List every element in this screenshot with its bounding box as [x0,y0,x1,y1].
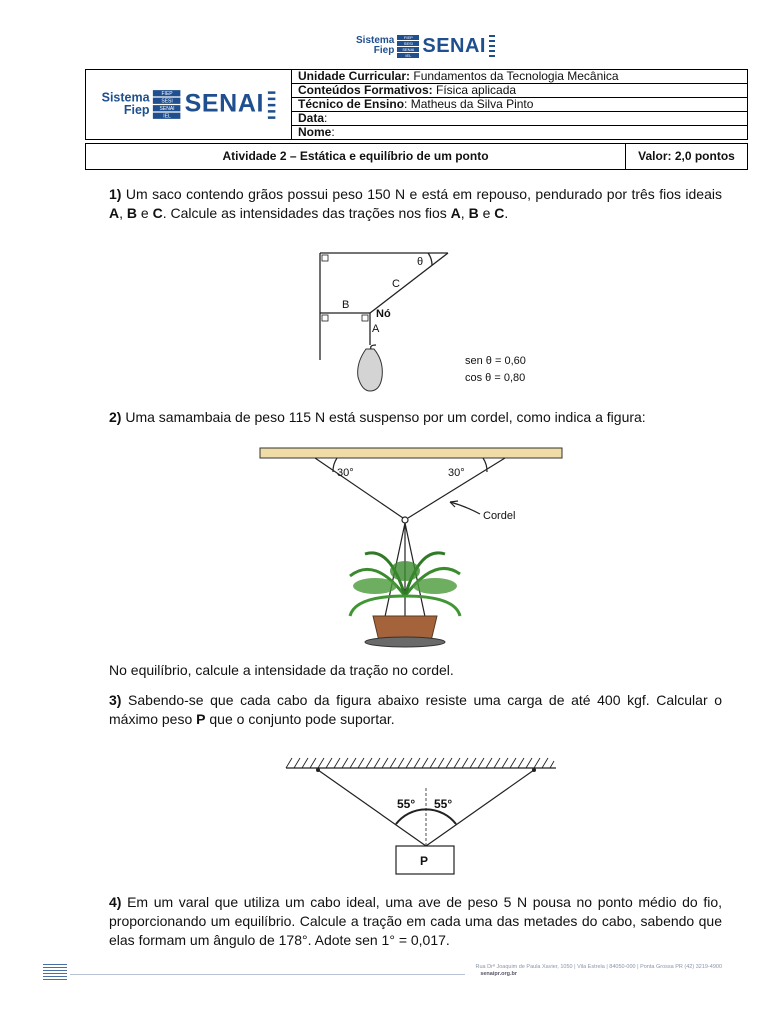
fig-q3-label-p: P [420,854,429,868]
fig-q1-label-c: C [392,278,400,290]
header-logo-cell [86,70,292,140]
bag-icon [358,349,383,391]
fig-q2-angle-left: 30° [337,467,354,479]
activity-value: Valor: 2,0 pontos [638,149,735,163]
fig-q1-cos: cos θ = 0,80 [465,372,526,384]
unidade-field: Unidade Curricular: Fundamentos da Tecnologia Mecânica [292,70,748,84]
logo-senai: SENAI [184,90,265,118]
question-2: 2) Uma samambaia de peso 115 N está suspenso por um cordel, como indica a figura: [109,409,646,425]
fig-q3-angle-left: 55° [397,797,416,811]
tecnico-field: Técnico de Ensino: Matheus da Silva Pinto [292,98,748,112]
footer-rule [70,974,465,975]
footer-lines-icon [43,962,67,982]
conteudos-field: Conteúdos Formativos: Física aplicada [292,84,748,98]
logo-senai: SENAI [422,34,486,57]
figure-q2 [255,446,565,651]
logo-sistema-fiep: Sistema Fiep [101,90,150,117]
fig-q1-theta: θ [417,256,424,268]
fig-q1-label-b: B [342,299,350,311]
fig-q2-cordel: Cordel [483,510,516,522]
table-logo [60,89,316,120]
nome-field[interactable]: Nome: [292,126,748,140]
question-1: 1) Um saco contendo grãos possui peso 150 N e está em repouso, pendurado por três fios ideais A, B e C. Calcule as intensidades das trações nos fios A, B e C. [109,186,722,221]
activity-row [85,143,748,170]
figure-q1 [300,245,540,395]
header-table [85,69,748,140]
question-3: 3) Sabendo-se que cada cabo da figura abaixo resiste uma carga de até 400 kgf. Calcular o máximo peso P que o conjunto pode suportar. [109,692,722,727]
logo-bars-icon [268,89,276,120]
fig-q1-sen: sen θ = 0,60 [465,355,526,367]
logo-boxes: FIEP SESI SENAI IEL [397,34,419,58]
question-4: 4) Em um varal que utiliza um cabo ideal, uma ave de peso 5 N pousa no ponto médio do fio, proporcionando um equilíbrio. Calcule a tração em cada uma das metades do cabo, sabendo que elas formam um ângulo de 178°. Adote sen 1° = 0,017. [109,894,722,948]
fig-q1-label-a: A [372,323,380,335]
data-field[interactable]: Data: [292,112,748,126]
fig-q3-angle-right: 55° [434,797,453,811]
logo-sistema-fiep: Sistema Fiep [356,35,395,56]
question-2-after: No equilíbrio, calcule a intensidade da tração no cordel. [109,662,454,678]
figure-q3 [282,752,558,878]
logo-boxes: FIEP SESI SENAI IEL [153,90,181,120]
footer-site-link[interactable]: senaipr.org.br [480,971,517,977]
footer-address: Rua Drª Joaquim de Paula Xavier, 1050 | Vila Estrela | 84050-000 | Ponta Grossa PR (42) 3219-4900 [475,964,722,970]
saucer [365,637,445,647]
fig-q2-angle-right: 30° [448,467,465,479]
header-logo [356,34,516,58]
logo-bars-icon [489,34,495,59]
activity-title: Atividade 2 – Estática e equilíbrio de um ponto [86,144,626,169]
ceiling [260,448,562,458]
fig-q1-label-no: Nó [376,308,391,320]
